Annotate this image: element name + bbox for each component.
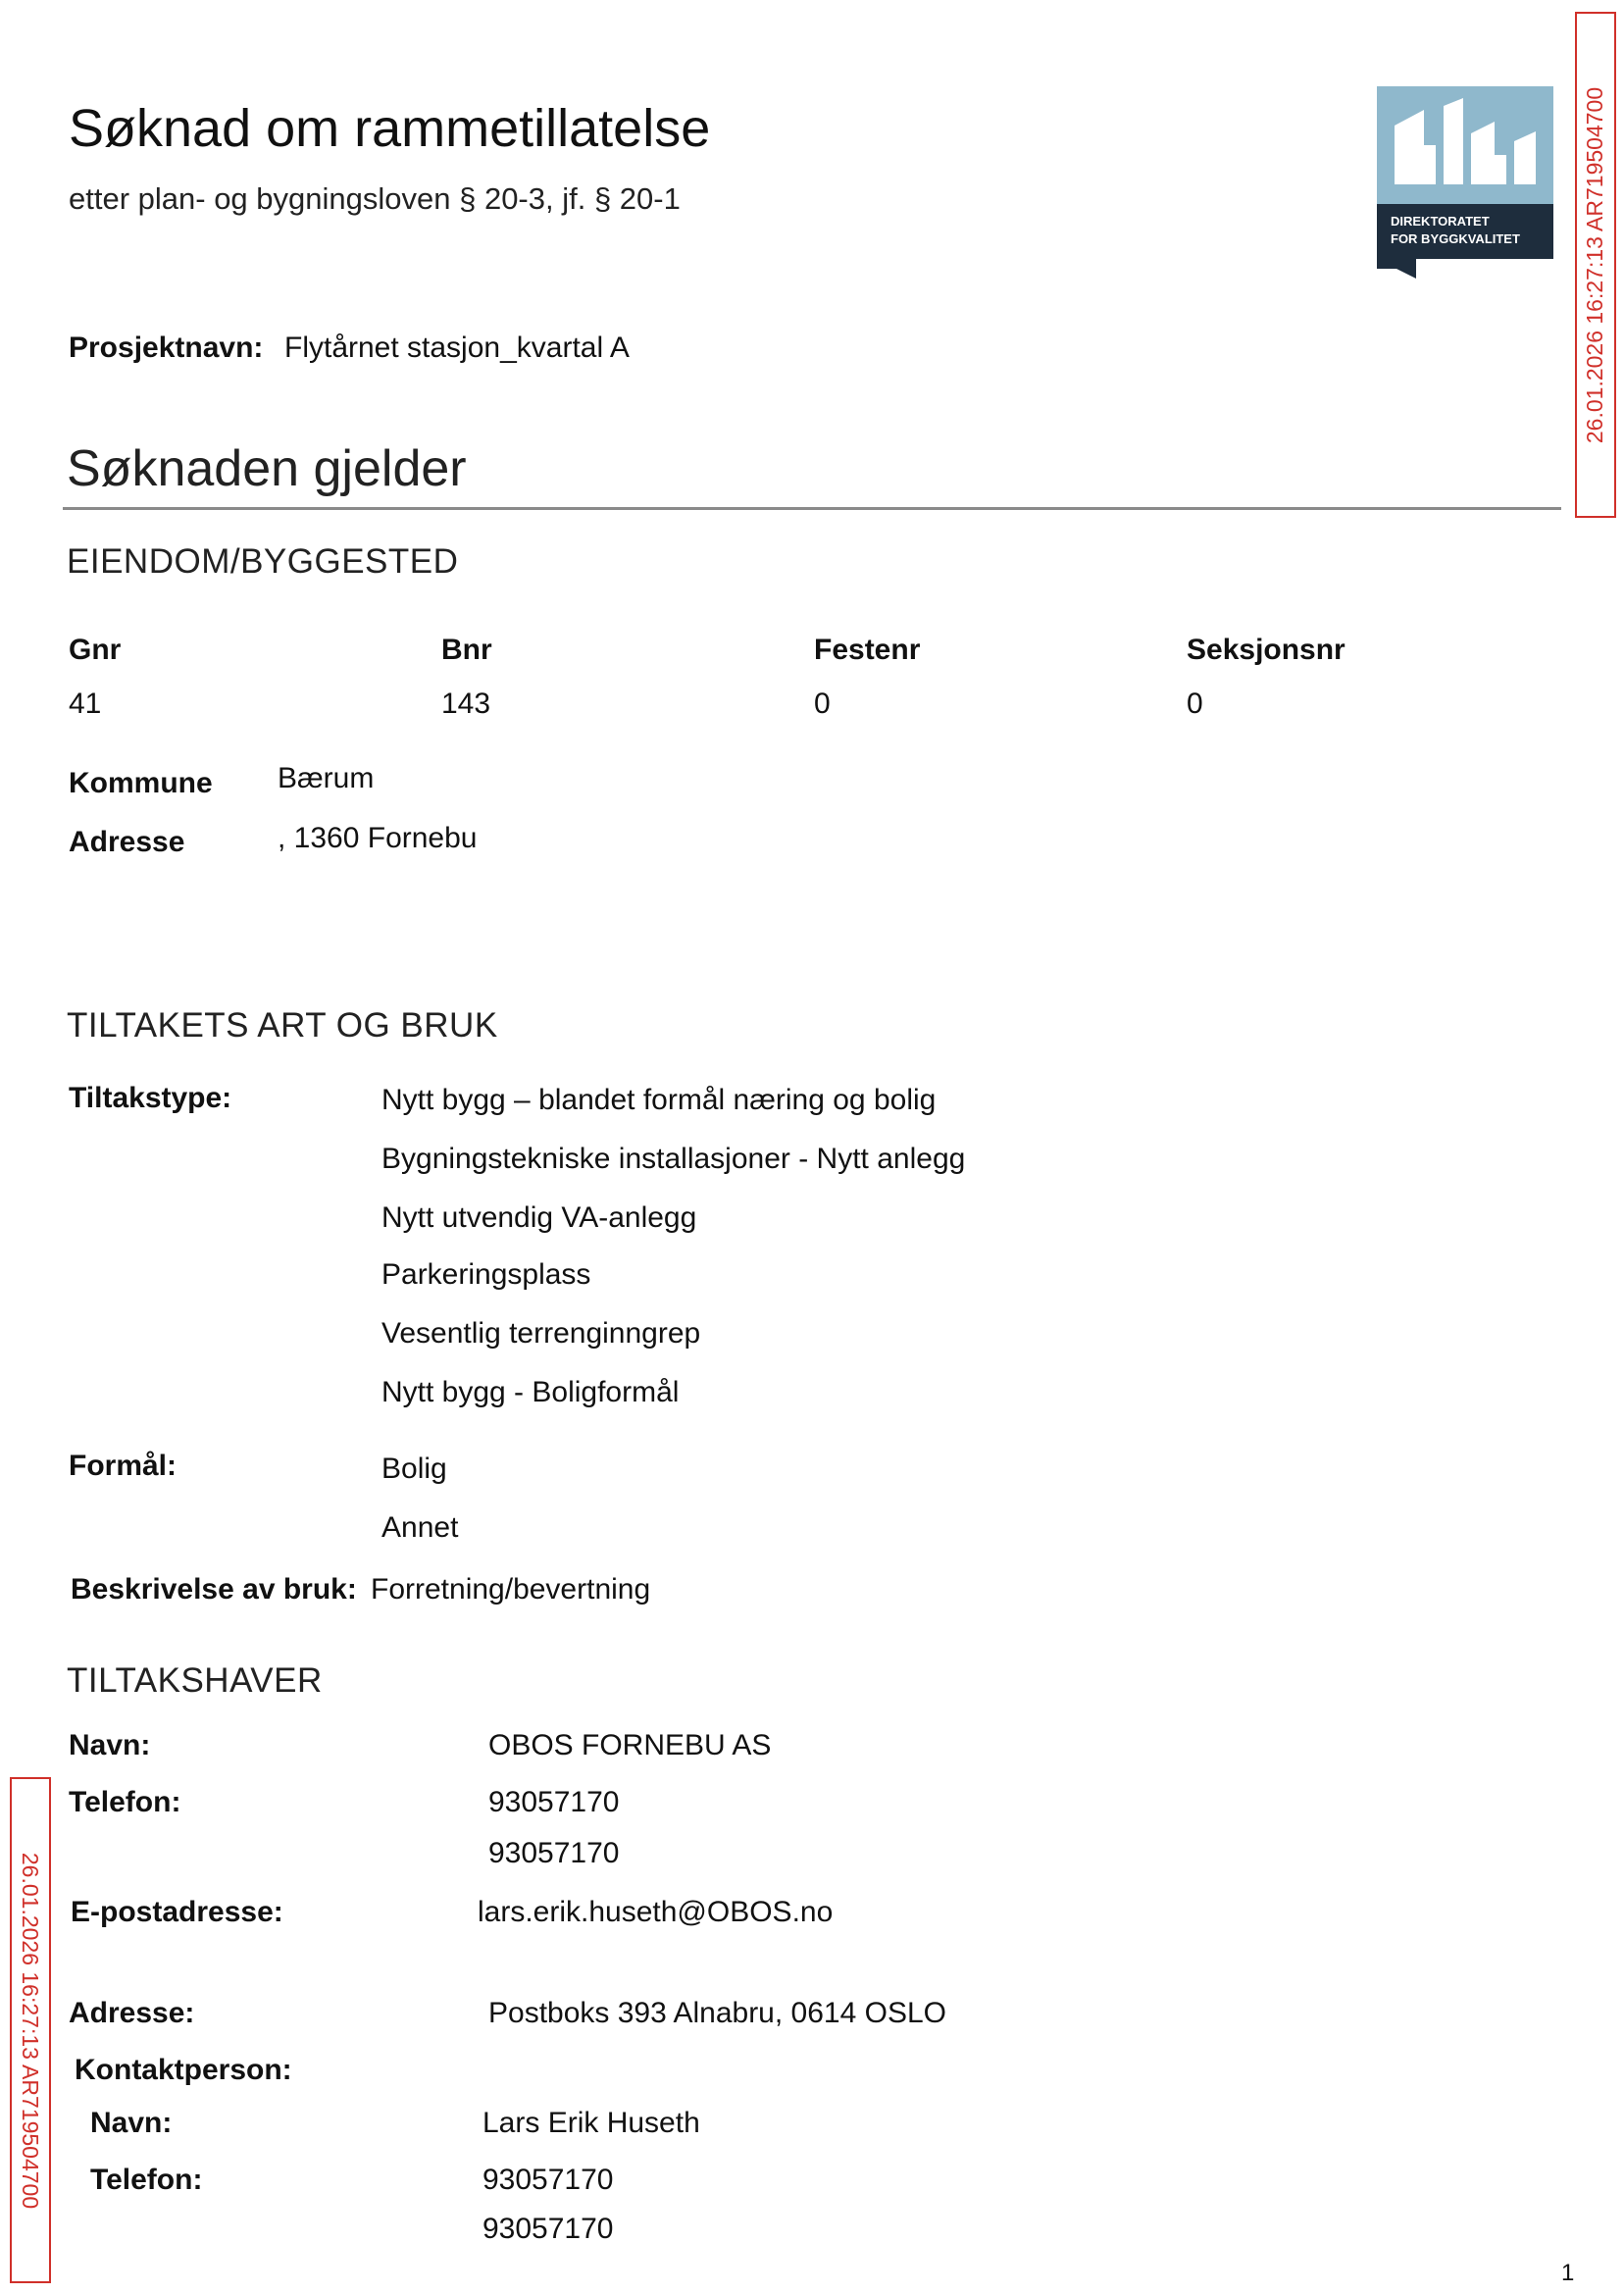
kontaktperson-telefon-value: 93057170 [482, 2164, 614, 2196]
logo-text-line2: FOR BYGGKVALITET [1391, 231, 1520, 246]
gnr-value: 41 [69, 688, 102, 720]
adresse-value: , 1360 Fornebu [278, 822, 478, 854]
seksjonsnr-value: 0 [1187, 688, 1203, 720]
section-eiendom-title: EIENDOM/BYGGESTED [67, 542, 459, 581]
bnr-value: 143 [441, 688, 491, 720]
tiltakshaver-navn-label: Navn: [69, 1729, 151, 1761]
document-title: Søknad om rammetillatelse [69, 99, 711, 158]
date-stamp-bottom [10, 1777, 51, 2283]
tiltakshaver-telefon-value: 93057170 [488, 1837, 620, 1869]
dibk-logo [1377, 86, 1553, 279]
tiltakshaver-epost-value: lars.erik.huseth@OBOS.no [478, 1896, 834, 1928]
tiltakstype-item: Nytt bygg - Boligformål [381, 1376, 680, 1408]
logo-text-line1: DIREKTORATET [1391, 214, 1490, 229]
section-tiltakshaver-title: TILTAKSHAVER [67, 1661, 323, 1700]
document-subtitle: etter plan- og bygningsloven § 20-3, jf. § 20-1 [69, 181, 681, 216]
formal-item: Annet [381, 1511, 459, 1544]
bruk-value: Forretning/bevertning [371, 1573, 651, 1606]
bruk-label: Beskrivelse av bruk: [71, 1573, 357, 1606]
heading-divider [63, 507, 1561, 510]
formal-item: Bolig [381, 1453, 447, 1485]
festenr-value: 0 [814, 688, 831, 720]
dibk-logo-graphic [1377, 86, 1553, 279]
main-heading: Søknaden gjelder [67, 440, 467, 497]
tiltakshaver-epost-label: E-postadresse: [71, 1896, 283, 1928]
kommune-value: Bærum [278, 762, 375, 794]
tiltakshaver-telefon-label: Telefon: [69, 1786, 181, 1818]
kommune-label: Kommune [69, 767, 213, 799]
col-seksjonsnr-label: Seksjonsnr [1187, 634, 1345, 666]
col-bnr-label: Bnr [441, 634, 492, 666]
tiltakstype-item: Nytt utvendig VA-anlegg [381, 1201, 697, 1234]
formal-label: Formål: [69, 1450, 178, 1482]
tiltakstype-label: Tiltakstype: [69, 1082, 232, 1114]
tiltakstype-item: Bygningstekniske installasjoner - Nytt anlegg [381, 1143, 966, 1175]
kontaktperson-navn-value: Lars Erik Huseth [482, 2107, 700, 2139]
kontaktperson-navn-label: Navn: [90, 2107, 173, 2139]
tiltakshaver-adresse-label: Adresse: [69, 1997, 195, 2029]
tiltakshaver-adresse-value: Postboks 393 Alnabru, 0614 OSLO [488, 1997, 946, 2029]
project-name-label: Prosjektnavn: [69, 331, 264, 364]
page-number: 1 [1561, 2260, 1575, 2286]
col-gnr-label: Gnr [69, 634, 122, 666]
date-stamp-top [1575, 12, 1616, 518]
kontaktperson-telefon-value: 93057170 [482, 2213, 614, 2245]
date-stamp-top-text: 26.01.2026 16:27:13 AR719504700 [1582, 86, 1608, 443]
tiltakshaver-telefon-value: 93057170 [488, 1786, 620, 1818]
kontaktperson-telefon-label: Telefon: [90, 2164, 203, 2196]
tiltakshaver-navn-value: OBOS FORNEBU AS [488, 1729, 772, 1761]
tiltakstype-item: Nytt bygg – blandet formål næring og bolig [381, 1084, 937, 1116]
adresse-label: Adresse [69, 826, 185, 858]
tiltakstype-item: Parkeringsplass [381, 1258, 591, 1291]
tiltakstype-item: Vesentlig terrenginngrep [381, 1317, 701, 1350]
project-name-value: Flytårnet stasjon_kvartal A [284, 331, 630, 364]
col-festenr-label: Festenr [814, 634, 921, 666]
kontaktperson-label: Kontaktperson: [75, 2054, 292, 2086]
section-tiltak-title: TILTAKETS ART OG BRUK [67, 1006, 498, 1045]
date-stamp-bottom-text: 26.01.2026 16:27:13 AR719504700 [18, 1852, 44, 2209]
